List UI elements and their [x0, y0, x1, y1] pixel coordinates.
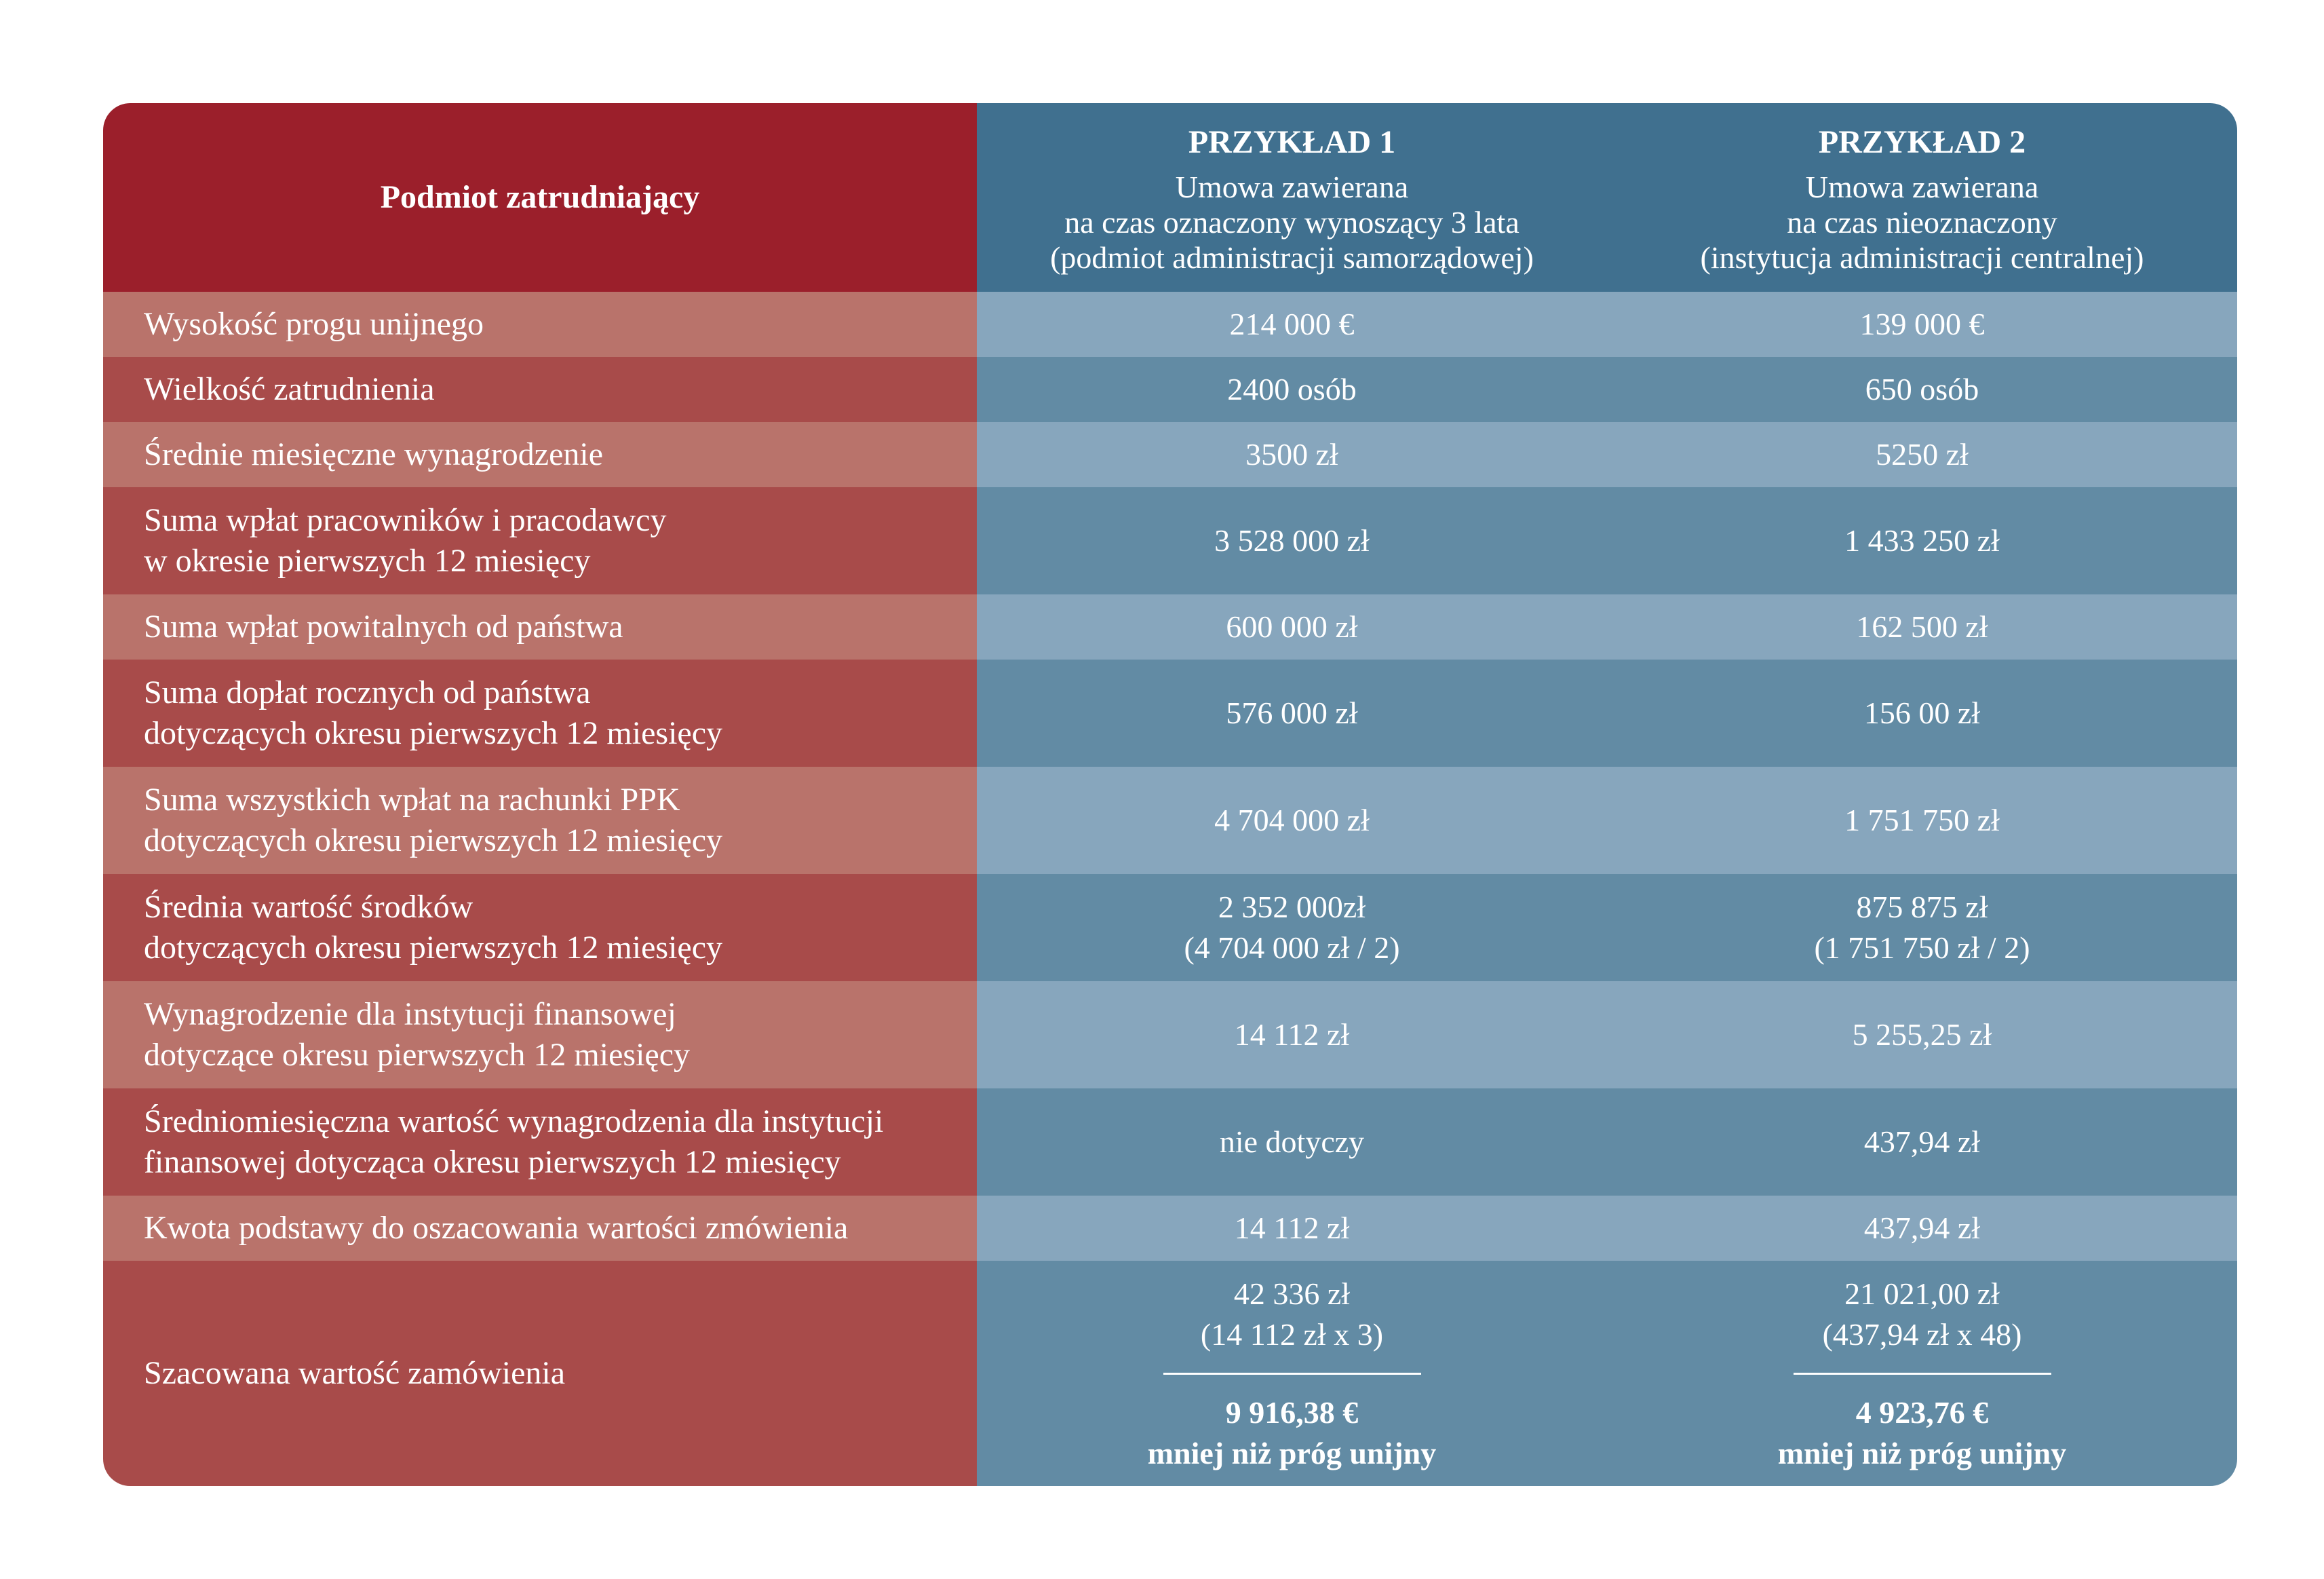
row-label-line: Suma wpłat pracowników i pracodawcy [144, 502, 667, 538]
row-label-cell [103, 1196, 977, 1261]
row-label-cell [103, 767, 977, 874]
row-label: Kwota podstawy do oszacowania wartości zmówienia [144, 1210, 849, 1246]
example2-value: 139 000 € [1859, 307, 1985, 341]
row-label-cell [103, 357, 977, 422]
example1-estimate-cell [977, 1261, 1607, 1486]
row-label-line: Wynagrodzenie dla instytucji finansowej [144, 996, 676, 1032]
example1-value: 3 528 000 zł [1214, 523, 1370, 558]
example1-estimate-value: 42 336 zł [1233, 1276, 1351, 1311]
example2-value-cell [1607, 1196, 2237, 1261]
example2-value: 437,94 zł [1863, 1211, 1981, 1245]
example2-estimate-calc: (437,94 zł x 48) [1822, 1316, 2022, 1352]
example2-value-cell [1607, 594, 2237, 660]
row-label: Suma wpłat powitalnych od państwa [144, 609, 623, 645]
row-label-cell [103, 292, 977, 357]
row-label-line: finansowej dotycząca okresu pierwszych 12 miesięcy [144, 1144, 841, 1180]
example2-value-cell [1607, 487, 2237, 594]
example1-value: 4 704 000 zł [1214, 803, 1370, 837]
table-row [103, 357, 2237, 422]
separator-line [1794, 1373, 2051, 1375]
row-label-line: Suma wszystkich wpłat na rachunki PPK [144, 782, 680, 818]
example2-value-cell [1607, 357, 2237, 422]
row-label-line: w okresie pierwszych 12 miesięcy [144, 543, 591, 579]
example1-value: 576 000 zł [1226, 696, 1358, 730]
example1-value-cell [977, 422, 1607, 487]
table-row [103, 487, 2237, 594]
example2-value: 1 751 750 zł [1844, 803, 2000, 837]
example2-value: 5 255,25 zł [1852, 1017, 1992, 1052]
example1-estimate-eur: 9 916,38 € [1225, 1394, 1359, 1430]
table-row [103, 594, 2237, 660]
example2-value: 875 875 zł [1856, 890, 1988, 924]
row-label: Wysokość progu unijnego [144, 306, 484, 342]
table-row [103, 292, 2237, 357]
example2-value-calc: (1 751 750 zł / 2) [1814, 930, 2030, 965]
row-label-cell [103, 1088, 977, 1196]
example2-desc-line: (instytucja administracji centralnej) [1700, 240, 2144, 275]
table-row [103, 422, 2237, 487]
header-example2-cell [1607, 103, 2237, 292]
example2-value-cell [1607, 981, 2237, 1088]
example2-title: PRZYKŁAD 2 [1818, 124, 2026, 160]
row-label-cell [103, 660, 977, 767]
example2-value: 437,94 zł [1863, 1124, 1981, 1159]
example1-value: 214 000 € [1229, 307, 1355, 341]
example1-threshold-note: mniej niż próg unijny [1147, 1435, 1437, 1470]
row-label-line: Średnia wartość środków [144, 889, 473, 925]
table-header-row [103, 103, 2237, 292]
example1-value-cell [977, 594, 1607, 660]
table-row [103, 874, 2237, 981]
example2-value: 1 433 250 zł [1844, 523, 2000, 558]
row-label-cell [103, 422, 977, 487]
example2-value: 162 500 zł [1856, 609, 1988, 644]
row-label-cell [103, 874, 977, 981]
row-label-line: Średniomiesięczna wartość wynagrodzenia dla instytucji [144, 1103, 884, 1139]
example2-threshold-note: mniej niż próg unijny [1777, 1435, 2067, 1470]
row-label-line: dotyczących okresu pierwszych 12 miesięcy [144, 822, 723, 858]
example1-value: 2 352 000zł [1218, 890, 1366, 924]
header-label: Podmiot zatrudniający [380, 179, 700, 215]
comparison-table [103, 103, 2237, 1486]
row-label-line: dotyczących okresu pierwszych 12 miesięcy [144, 715, 723, 751]
example1-desc-line: Umowa zawierana [1175, 170, 1409, 204]
estimated-value-row [103, 1261, 2237, 1486]
example1-value-cell [977, 487, 1607, 594]
example1-value-cell [977, 1196, 1607, 1261]
example1-value: 600 000 zł [1226, 609, 1358, 644]
row-label-line: dotyczących okresu pierwszych 12 miesięcy [144, 930, 723, 966]
example1-value: 14 112 zł [1234, 1211, 1350, 1245]
example1-value-cell [977, 1088, 1607, 1196]
table-row [103, 1088, 2237, 1196]
row-label-cell [103, 594, 977, 660]
example1-value: 3500 zł [1245, 437, 1338, 472]
header-label-cell [103, 103, 977, 292]
example2-estimate-eur: 4 923,76 € [1855, 1394, 1989, 1430]
example2-desc-line: na czas nieoznaczony [1787, 205, 2057, 240]
example2-estimate-value: 21 021,00 zł [1844, 1276, 2000, 1311]
row-label-cell [103, 1261, 977, 1486]
example1-value: 14 112 zł [1234, 1017, 1350, 1052]
example1-value-cell [977, 981, 1607, 1088]
example2-value: 650 osób [1865, 372, 1979, 406]
example2-value-cell [1607, 422, 2237, 487]
row-label: Wielkość zatrudnienia [144, 371, 435, 407]
example2-estimate-cell [1607, 1261, 2237, 1486]
example1-desc-line: na czas oznaczony wynoszący 3 lata [1064, 205, 1519, 240]
example1-value-cell [977, 874, 1607, 981]
example2-value-cell [1607, 292, 2237, 357]
row-label-line: dotyczące okresu pierwszych 12 miesięcy [144, 1037, 691, 1073]
example2-value-cell [1607, 1088, 2237, 1196]
row-label: Średnie miesięczne wynagrodzenie [144, 436, 604, 472]
example1-estimate-calc: (14 112 zł x 3) [1200, 1316, 1384, 1352]
row-label: Szacowana wartość zamówienia [144, 1355, 566, 1391]
table-row [103, 767, 2237, 874]
example1-value-cell [977, 767, 1607, 874]
example2-value: 156 00 zł [1863, 696, 1981, 730]
table-row [103, 1196, 2237, 1261]
row-label-cell [103, 487, 977, 594]
example2-value-cell [1607, 767, 2237, 874]
example1-value-cell [977, 660, 1607, 767]
example1-value-cell [977, 357, 1607, 422]
example2-value-cell [1607, 660, 2237, 767]
table-row [103, 981, 2237, 1088]
example1-title: PRZYKŁAD 1 [1188, 124, 1396, 160]
example1-value-calc: (4 704 000 zł / 2) [1184, 930, 1400, 965]
example2-value-cell [1607, 874, 2237, 981]
example2-desc-line: Umowa zawierana [1805, 170, 2039, 204]
row-label-cell [103, 981, 977, 1088]
example2-value: 5250 zł [1876, 437, 1969, 472]
example1-value-cell [977, 292, 1607, 357]
table-row [103, 660, 2237, 767]
example1-value: nie dotyczy [1219, 1124, 1365, 1159]
example1-desc-line: (podmiot administracji samorządowej) [1050, 240, 1534, 275]
header-example1-cell [977, 103, 1607, 292]
row-label-line: Suma dopłat rocznych od państwa [144, 674, 591, 710]
example1-value: 2400 osób [1227, 372, 1357, 406]
separator-line [1163, 1373, 1421, 1375]
